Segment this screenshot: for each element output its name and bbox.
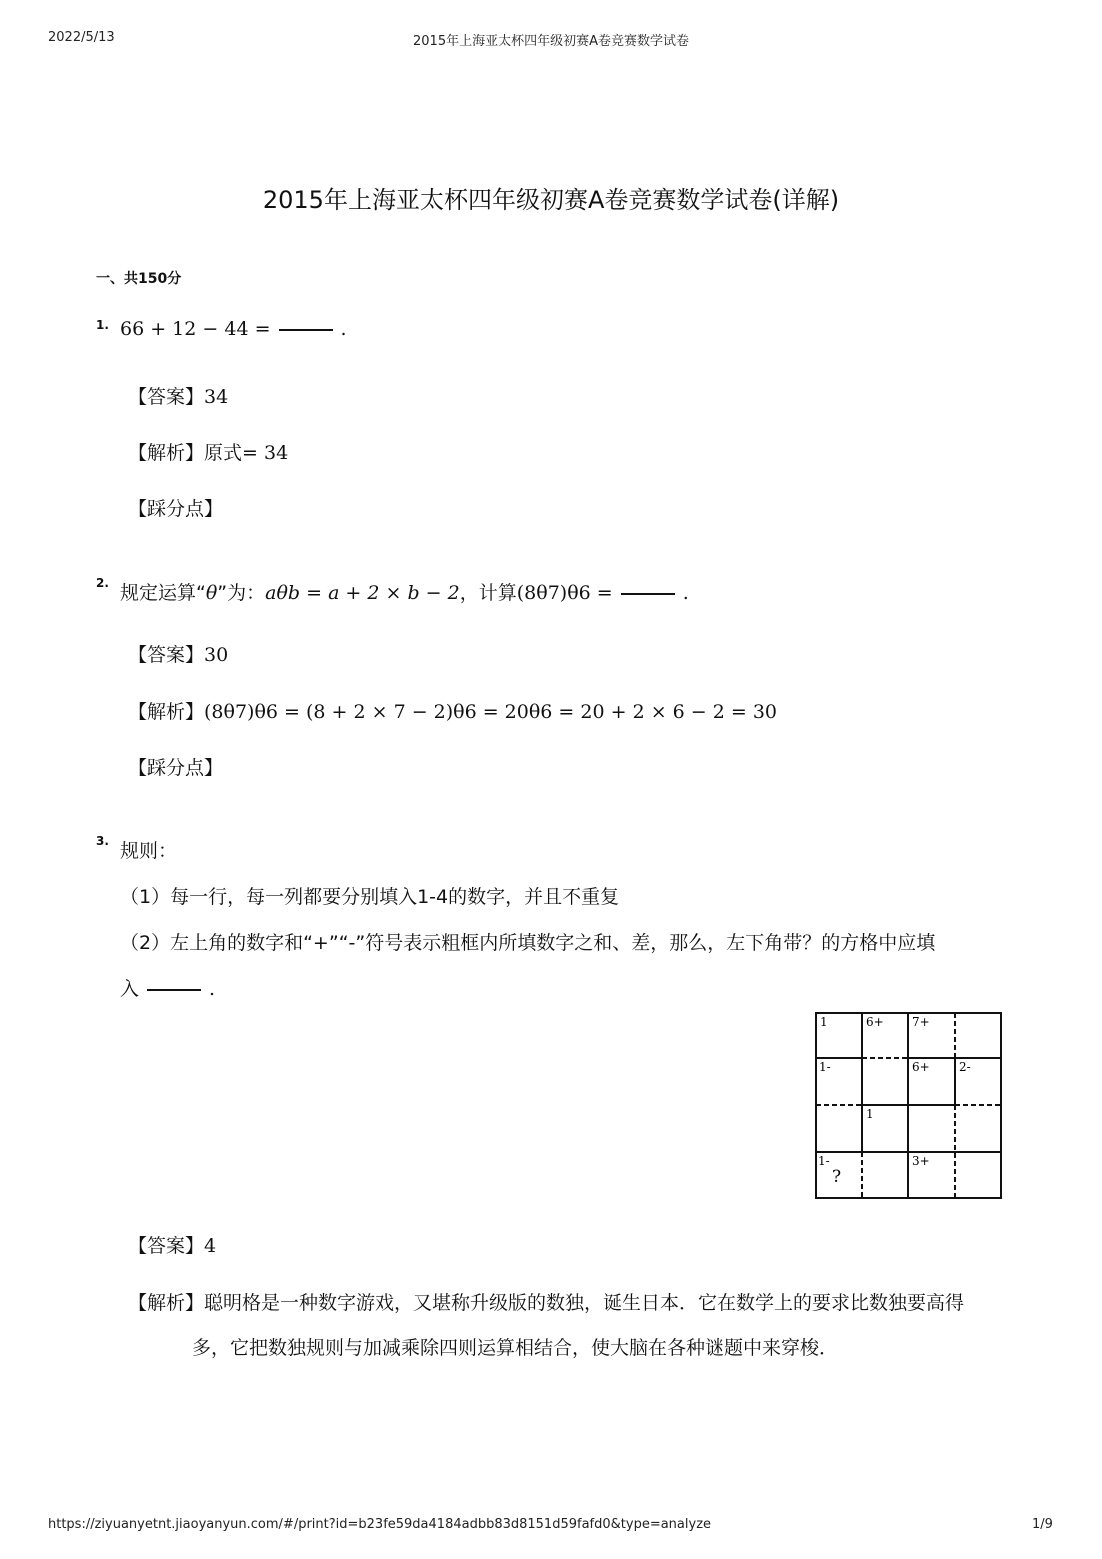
question-1-points: 【踩分点】 <box>128 498 224 520</box>
page-url: https://ziyuanyetnt.jiaoyanyun.com/#/print?id=b23fe59da4184adbb83d8151d59fafd0&type=analyze <box>48 1517 712 1532</box>
cage-label: 1- <box>819 1060 831 1074</box>
analysis-math: (8θ7)θ6 = (8 + 2 × 7 − 2)θ6 = 20θ6 = 20 + 2 × 6 − 2 = 30 <box>204 701 778 723</box>
unknown-cell-mark: ? <box>832 1167 842 1187</box>
answer-blank <box>621 592 675 595</box>
analysis-label: 【解析】 <box>128 442 205 464</box>
question-3-rule-2: （2）左上角的数字和“+”“-”符号表示粗框内所填数字之和、差，那么，左下角带？的方格中应填 <box>120 932 936 954</box>
question-1-analysis <box>128 438 288 465</box>
cage-label: 6+ <box>912 1060 930 1074</box>
analysis-label: 【解析】 <box>128 701 205 723</box>
question-1-answer <box>128 382 228 409</box>
cage-label: 7+ <box>912 1015 930 1029</box>
cage-label: 1 <box>820 1015 828 1029</box>
answer-value: 4 <box>204 1235 217 1257</box>
page-number: 1/9 <box>1032 1517 1053 1532</box>
question-3-analysis-continued: 多，它把数独规则与加减乘除四则运算相结合，使大脑在各种谜题中来穿梭． <box>192 1337 839 1359</box>
page-title: 2015年上海亚太杯四年级初赛A卷竞赛数学试卷(详解) <box>262 186 840 214</box>
answer-label: 【答案】 <box>128 386 205 408</box>
kenken-grid-figure <box>815 1012 1002 1199</box>
question-1-expression: 66 + 12 − 44 = <box>120 318 271 340</box>
question-3-analysis <box>128 1288 964 1315</box>
answer-label: 【答案】 <box>128 1235 205 1257</box>
question-3-answer <box>128 1231 216 1258</box>
question-2-analysis <box>128 697 777 724</box>
cage-label: 1- <box>818 1154 830 1168</box>
cage-label: 2- <box>959 1060 971 1074</box>
answer-value: 30 <box>204 644 229 666</box>
answer-label: 【答案】 <box>128 644 205 666</box>
answer-blank <box>279 328 333 331</box>
analysis-label: 【解析】 <box>128 1292 205 1314</box>
question-number: 3. <box>96 834 109 848</box>
question-3-rule-3: 入 . <box>120 978 216 1000</box>
cage-label: 1 <box>866 1107 874 1121</box>
question-3-rule-1: （1）每一行，每一列都要分别填入1-4的数字，并且不重复 <box>120 886 620 908</box>
analysis-text: 聪明格是一种数字游戏，又堪称升级版的数独，诞生日本．它在数学上的要求比数独要高得 <box>204 1292 965 1314</box>
question-1-stem: 66 + 12 − 44 = . <box>120 318 347 340</box>
section-heading: 一、共150分 <box>96 271 182 287</box>
analysis-text: 原式 <box>204 442 243 464</box>
operation-definition: aθb = a + 2 × b − 2 <box>265 582 460 604</box>
question-3-rule-title: 规则： <box>120 840 178 862</box>
answer-blank <box>147 988 201 991</box>
analysis-math: = 34 <box>242 442 289 464</box>
print-date: 2022/5/13 <box>48 30 115 45</box>
print-header-title: 2015年上海亚太杯四年级初赛A卷竞赛数学试卷 <box>413 34 689 49</box>
question-2-points: 【踩分点】 <box>128 757 224 779</box>
question-number: 2. <box>96 576 109 590</box>
cage-label: 6+ <box>866 1015 884 1029</box>
calculation-expression: (8θ7)θ6 = <box>516 582 613 604</box>
question-2-stem: 规定运算“θ”为：aθb = a + 2 × b − 2，计算(8θ7)θ6 = . <box>120 582 689 604</box>
cage-label: 3+ <box>912 1154 930 1168</box>
answer-value: 34 <box>204 386 229 408</box>
question-number: 1. <box>96 318 109 332</box>
question-2-answer <box>128 640 228 667</box>
